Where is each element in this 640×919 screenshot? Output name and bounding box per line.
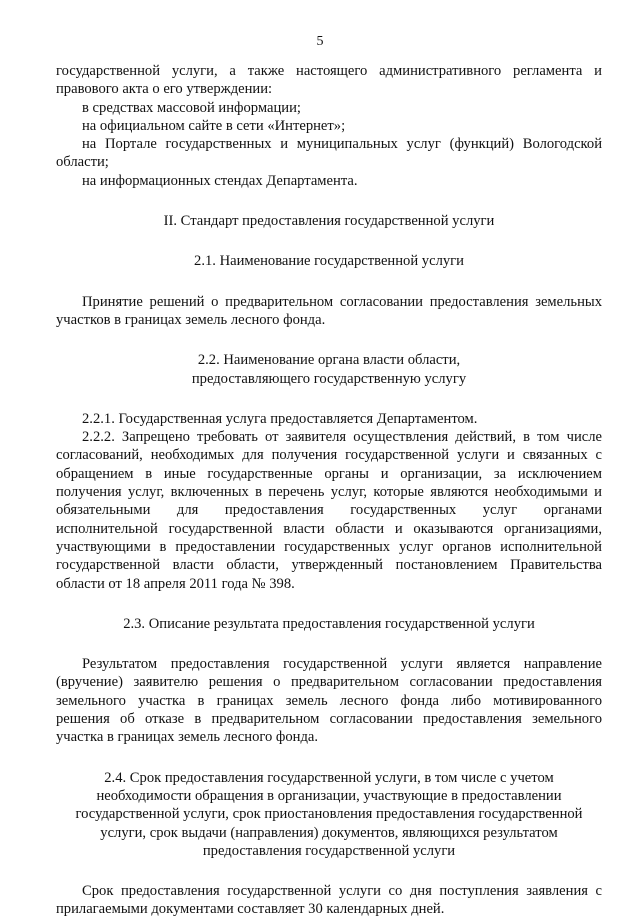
- section-2-1-text-line-1: Принятие решений о предварительном согласовании предоставления земельных: [82, 293, 602, 310]
- paragraph-2-2-2-line: исполнительной государственной власти области и оказываются организациями,: [56, 520, 602, 537]
- document-body: [56, 62, 602, 919]
- intro-item-portal: на Портале государственных и муниципальных услуг (функций) Вологодской: [82, 136, 602, 153]
- section-2-4-title-line: необходимости обращения в организации, участвующие в предоставлении: [96, 787, 562, 804]
- paragraph-2-2-2-line: согласований, необходимых для получения государственной услуги и связанных с: [56, 447, 602, 464]
- intro-item-portal-continuation: области;: [56, 154, 109, 171]
- section-2-4-title-line: 2.4. Срок предоставления государственной услуги, в том числе с учетом: [104, 769, 554, 786]
- section-2-4-title-line: предоставления государственной услуги: [202, 842, 456, 859]
- section-2-title: II. Стандарт предоставления государственной услуги: [163, 213, 495, 230]
- section-2-4-title-line: государственной услуги, срок приостановления предоставления государственной: [75, 806, 583, 823]
- section-2-4-title-line: услуги, срок выдачи (направления) документов, являющихся результатом: [100, 824, 558, 841]
- section-2-3-line: (вручение) заявителю решения о предварительном согласовании предоставления: [56, 674, 602, 691]
- paragraph-2-2-2-line: получения услуг, включенных в перечень услуг, которые являются необходимыми и: [56, 484, 602, 501]
- section-2-2-heading: [56, 351, 602, 388]
- intro-line-1: государственной услуги, а также настоящего административного регламента и: [56, 63, 602, 79]
- paragraph-2-2-2-line: обязательными для предоставления государственных услуг органами: [56, 502, 602, 519]
- section-2-4-text-line-2: прилагаемыми документами составляет 30 календарных дней.: [56, 901, 445, 918]
- section-2-3-title: 2.3. Описание результата предоставления государственной услуги: [123, 615, 535, 632]
- section-2-2-title-line-2: предоставляющего государственную услугу: [191, 370, 467, 387]
- section-2-3-line: земельного участка в границах земель лесного фонда либо мотивированного: [56, 692, 602, 709]
- paragraph-2-2-1: 2.2.1. Государственная услуга предоставляется Департаментом.: [82, 410, 478, 427]
- section-2-2-title-line-1: 2.2. Наименование органа власти области,: [197, 352, 461, 369]
- paragraph-2-2-2-line: обращением в иные государственные органы и организации, за исключением: [56, 465, 602, 482]
- section-2-4-text-line-1: Срок предоставления государственной услуги со дня поступления заявления с: [82, 883, 602, 900]
- section-2-1-text-line-2: участков в границах земель лесного фонда.: [56, 311, 326, 328]
- section-2-3-line: решения об отказе в предварительном согласовании предоставления земельного: [56, 711, 602, 728]
- paragraph-2-2-2-line: 2.2.2. Запрещено требовать от заявителя осуществления действий, в том числе: [82, 429, 602, 446]
- section-2-3-line: Результатом предоставления государственной услуги является направление: [82, 656, 602, 673]
- section-2-3-text: [56, 655, 602, 746]
- section-2-3-line: участка в границах земель лесного фонда.: [56, 729, 319, 746]
- paragraph-2-2-2-line: участвующими в предоставлении государственных услуг органов исполнительной: [56, 538, 602, 555]
- intro-item-media: в средствах массовой информации;: [82, 99, 301, 116]
- paragraph-2-2-2-line: государственной власти области, утвержденный постановлением Правительства: [56, 557, 602, 574]
- page-number: 5: [316, 34, 324, 49]
- section-2-1-title: 2.1. Наименование государственной услуги: [194, 253, 464, 270]
- paragraph-2-2-2-line: области от 18 апреля 2011 года № 398.: [56, 575, 295, 592]
- section-2-4-heading: [56, 769, 602, 860]
- intro-item-stands: на информационных стендах Департамента.: [82, 172, 358, 189]
- paragraph-2-2-2: [56, 428, 602, 593]
- intro-item-website: на официальном сайте в сети «Интернет»;: [82, 117, 346, 134]
- intro-line-2: правового акта о его утверждении:: [56, 81, 273, 98]
